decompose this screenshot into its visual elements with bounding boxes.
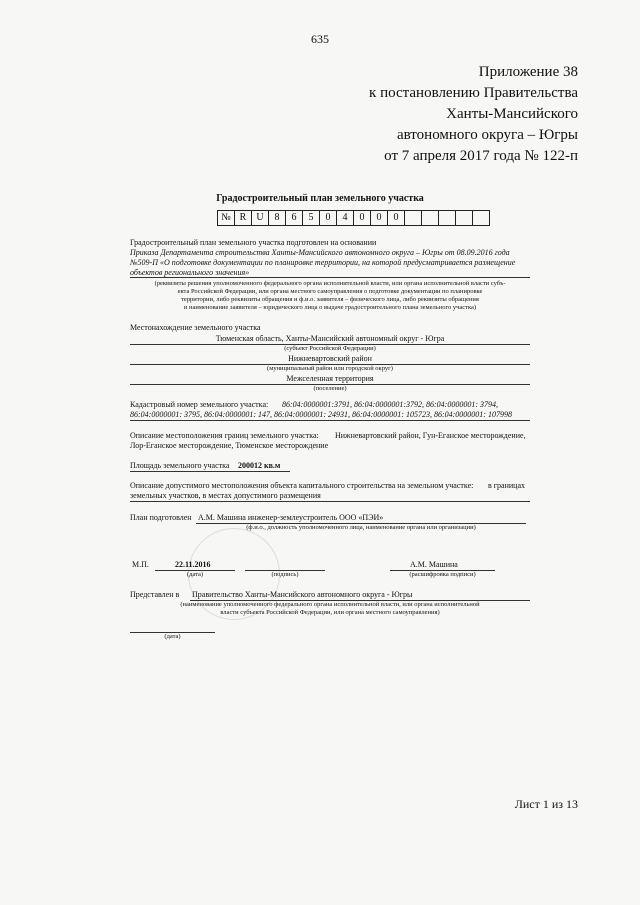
- sign-date: 22.11.2016: [175, 560, 211, 569]
- submitted-value: Правительство Ханты-Мансийского автономного округа - Югры: [192, 590, 413, 599]
- permitted-label: Описание допустимого местоположения объекта капитального строительства на земельном участке:: [130, 481, 474, 490]
- location-district: Нижневартовский район: [288, 354, 372, 363]
- registration-number-cell: [438, 210, 456, 226]
- submitted-note-line: власти субъекта Российской Федерации, или органа местного самоуправления): [220, 609, 440, 616]
- registration-number-cell: R: [234, 210, 252, 226]
- signer-name: А.М. Машина: [410, 560, 458, 569]
- submitted-note-line: (наименование уполномоченного федерального органа исполнительной власти, или органа исполнительной: [180, 601, 480, 608]
- registration-number-cell: 8: [268, 210, 286, 226]
- submitted-note: [130, 601, 530, 617]
- submitted-label: Представлен в: [130, 590, 180, 599]
- sign-date-note: (дата): [186, 571, 204, 578]
- registration-number-cell: U: [251, 210, 269, 226]
- appendix-line: от 7 апреля 2017 года № 122-п: [384, 148, 578, 164]
- appendix-line: Приложение 38: [478, 64, 578, 80]
- registration-number-cell: [404, 210, 422, 226]
- final-date-note: (дата): [164, 633, 181, 640]
- location-district-note: (муниципальный район или городской округ): [267, 365, 393, 372]
- appendix-header: [288, 62, 578, 167]
- area-value: 200012 кв.м: [238, 461, 281, 470]
- registration-number-cell: 0: [370, 210, 388, 226]
- page-number: 635: [311, 32, 329, 46]
- cadastral-underline: [130, 420, 530, 421]
- signer-name-note: (расшифровка подписи): [409, 571, 476, 578]
- boundary-line-1: Нижневартовский район, Гун-Еганское месторождение,: [335, 431, 526, 440]
- registration-number-cell: [421, 210, 439, 226]
- registration-number-cell: 0: [387, 210, 405, 226]
- basis-note-line: (реквизиты решения уполномоченного федерального органа исполнительной власти, или органа исполнительной власти субъ-: [154, 280, 506, 287]
- appendix-line: Ханты-Мансийского: [446, 106, 578, 122]
- basis-note-line: и наименование заявителя – юридического лица о выдаче градостроительного плана земельного участка): [183, 304, 477, 311]
- stamp-place-label: М.П.: [132, 560, 149, 569]
- location-subject-note: (субъект Российской Федерации): [284, 345, 376, 352]
- area-underline: [130, 471, 290, 472]
- location-settlement: Межселенная территория: [286, 374, 374, 383]
- registration-number-cell: 6: [285, 210, 303, 226]
- cadastral-line-2: 86:04:0000001: 3795, 86:04:0000001: 147, 86:04:0000001: 24931, 86:04:0000001: 105723, 86:04:0000001: 107998: [130, 410, 512, 419]
- registration-number-cell: 5: [302, 210, 320, 226]
- appendix-line: к постановлению Правительства: [369, 85, 578, 101]
- basis-underline: [130, 277, 530, 278]
- basis-line: объектов регионального значения»: [130, 268, 250, 277]
- basis-label: Градостроительный план земельного участка подготовлен на основании: [130, 238, 377, 247]
- area-label: Площадь земельного участка: [130, 461, 230, 470]
- signature-note: (подпись): [271, 571, 299, 578]
- prepared-label: План подготовлен: [130, 513, 192, 522]
- appendix-line: автономного округа – Югры: [396, 127, 578, 143]
- registration-number-cell: 0: [319, 210, 337, 226]
- basis-note-line: екта Российской Федерации, или органа местного самоуправления о подготовке документации по планировке: [177, 288, 483, 295]
- basis-note: [130, 280, 530, 312]
- registration-number-cell: 4: [336, 210, 354, 226]
- document-title: Градостроительный план земельного участка: [216, 193, 424, 204]
- boundary-line-2: Лор-Еганское месторождение, Тюменское месторождение: [130, 441, 329, 450]
- boundary-label: Описание местоположения границ земельного участка:: [130, 431, 319, 440]
- sheet-counter: Лист 1 из 13: [514, 797, 578, 811]
- prepared-note: (ф.и.о., должность уполномоченного лица, наименование органа или организации): [246, 524, 476, 531]
- cadastral-label: Кадастровый номер земельного участка:: [130, 400, 269, 409]
- permitted-line-1: в границах: [488, 481, 526, 490]
- basis-line: Приказа Департамента строительства Ханты-Мансийского автономного округа – Югры от 08.09.2016 года: [130, 248, 510, 257]
- registration-number-cell: [472, 210, 490, 226]
- basis-line: №509-П «О подготовке документации по планировке территории, на которой предусматривается размещение: [130, 258, 516, 267]
- registration-number-cell: [455, 210, 473, 226]
- permitted-underline: [130, 501, 530, 502]
- permitted-line-2: земельных участков, в местах допустимого размещения: [130, 491, 321, 500]
- basis-note-line: территории, либо реквизиты обращения и ф.и.о. заявителя – физического лица, либо реквизиты обращения: [181, 296, 479, 303]
- cadastral-line-1: 86:04:0000001:3791, 86:04:0000001:3792, 86:04:0000001: 3794,: [282, 400, 498, 409]
- basis-text: [130, 248, 530, 278]
- registration-number-cells: [218, 210, 490, 226]
- registration-number-cell: №: [217, 210, 235, 226]
- location-label: Местонахождение земельного участка: [130, 323, 261, 332]
- prepared-value: А.М. Машина инженер-землеустроитель ООО «ПЭИ»: [198, 513, 384, 522]
- location-subject: Тюменская область, Ханты-Мансийский автономный округ - Югра: [215, 334, 445, 343]
- location-settlement-note: (поселение): [313, 385, 347, 392]
- registration-number-cell: 0: [353, 210, 371, 226]
